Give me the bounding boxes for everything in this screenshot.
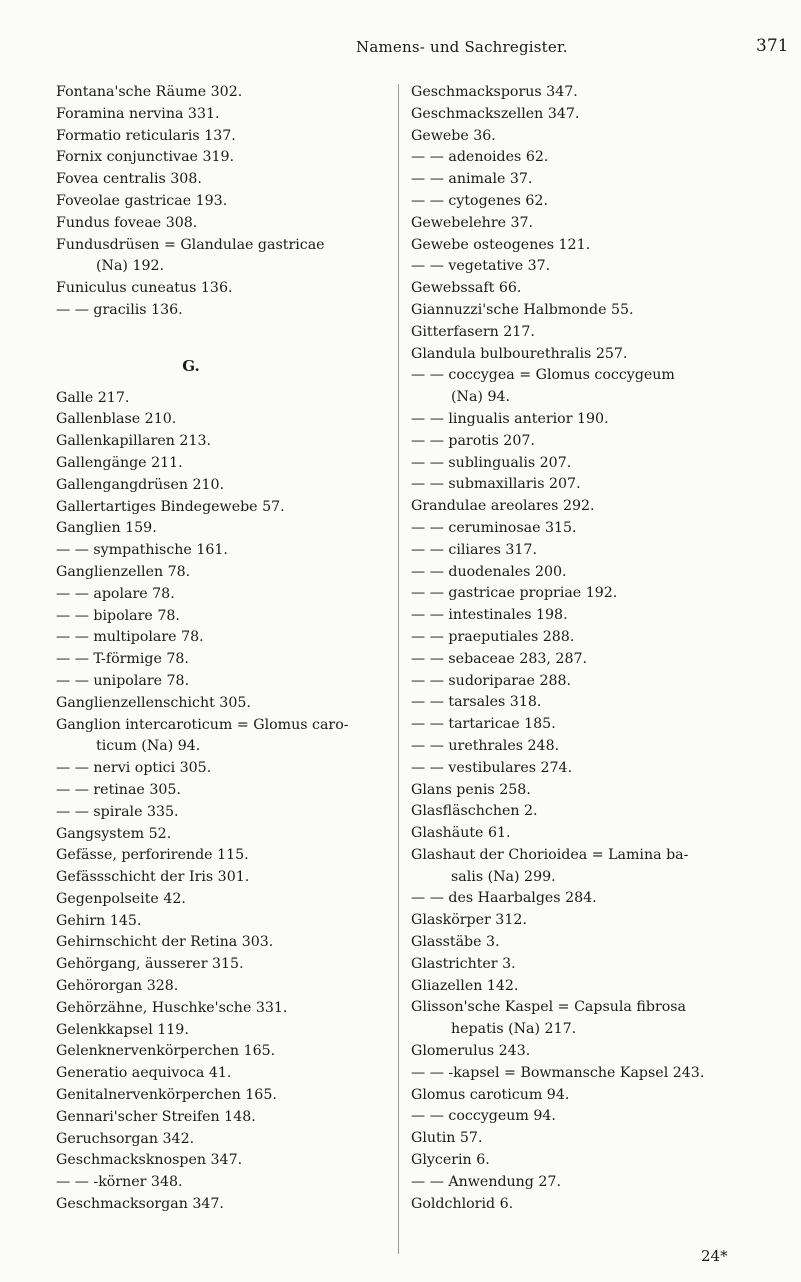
index-entry: — — retinae 305. xyxy=(56,781,181,798)
index-entry: — — T-förmige 78. xyxy=(56,651,189,668)
index-entry: Funiculus cuneatus 136. xyxy=(56,280,233,297)
index-entry: — — gracilis 136. xyxy=(56,301,183,318)
index-entry: Geschmacksknospen 347. xyxy=(56,1152,243,1169)
index-entry: Gehirn 145. xyxy=(56,912,142,929)
index-entry: Glashäute 61. xyxy=(411,825,511,842)
page-number: 371 xyxy=(756,36,789,56)
index-entry: — — nervi optici 305. xyxy=(56,760,212,777)
index-entry: — — sebaceae 283, 287. xyxy=(411,650,588,667)
index-entry: — — duodenales 200. xyxy=(411,563,567,580)
page-header xyxy=(0,38,801,62)
index-entry: Geschmacksporus 347. xyxy=(411,84,578,100)
index-entry: — — lingualis anterior 190. xyxy=(411,410,609,427)
index-entry: Ganglienzellen 78. xyxy=(56,563,191,580)
index-entry: Ganglienzellenschicht 305. xyxy=(56,694,251,711)
index-entry: Generatio aequivoca 41. xyxy=(56,1065,232,1082)
index-entry: — — apolare 78. xyxy=(56,585,175,602)
index-entry: — — submaxillaris 207. xyxy=(411,476,581,493)
index-entry: Gliazellen 142. xyxy=(411,977,519,994)
index-entry: — — urethrales 248. xyxy=(411,737,560,754)
index-entry: Gewebssaft 66. xyxy=(411,280,522,297)
index-entry: — — sympathische 161. xyxy=(56,542,228,559)
index-entry: — — tarsales 318. xyxy=(411,694,542,711)
index-entry: Foveolae gastricae 193. xyxy=(56,192,228,209)
index-entry: salis (Na) 299. xyxy=(451,868,556,885)
index-entry: Gangsystem 52. xyxy=(56,825,172,842)
index-entry: — — vegetative 37. xyxy=(411,258,551,275)
index-entry: — — vestibulares 274. xyxy=(411,759,573,776)
index-entry: (Na) 192. xyxy=(96,258,165,275)
index-entry: — — Anwendung 27. xyxy=(411,1173,561,1190)
column-divider xyxy=(398,84,399,1254)
index-entry: Gallenkapillaren 213. xyxy=(56,433,212,450)
index-entry: Glisson'sche Kaspel = Capsula fibrosa xyxy=(411,999,687,1016)
index-entry: Gelenknervenkörperchen 165. xyxy=(56,1043,276,1060)
index-entry: Gegenpolseite 42. xyxy=(56,890,186,907)
index-entry: Geschmackszellen 347. xyxy=(411,105,580,122)
index-entry: ticum (Na) 94. xyxy=(96,738,201,755)
index-entry: Gehirnschicht der Retina 303. xyxy=(56,934,274,951)
index-entry: Goldchlorid 6. xyxy=(411,1195,514,1212)
index-entry: Glomerulus 243. xyxy=(411,1043,531,1060)
running-title: Namens- und Sachregister. xyxy=(356,38,568,56)
index-entry: Gewebe osteogenes 121. xyxy=(411,236,591,253)
index-entry: hepatis (Na) 217. xyxy=(451,1021,577,1038)
index-entry: Glomus caroticum 94. xyxy=(411,1086,570,1103)
index-entry: Glandula bulbourethralis 257. xyxy=(411,345,628,362)
index-entry: Glutin 57. xyxy=(411,1130,483,1147)
index-entry: Fundusdrüsen = Glandulae gastricae xyxy=(56,236,325,253)
index-entry: Geruchsorgan 342. xyxy=(56,1130,195,1147)
index-entry: Foramina nervina 331. xyxy=(56,105,220,122)
index-entry: Fornix conjunctivae 319. xyxy=(56,149,235,166)
index-entry: Fovea centralis 308. xyxy=(56,171,202,188)
index-entry: Gehörzähne, Huschke'sche 331. xyxy=(56,999,288,1016)
index-entry: Glycerin 6. xyxy=(411,1152,490,1169)
index-entry: — — gastricae propriae 192. xyxy=(411,585,618,602)
index-entry: Gefässschicht der Iris 301. xyxy=(56,869,250,886)
index-entry: — — des Haarbalges 284. xyxy=(411,890,597,907)
index-entry: Gewebelehre 37. xyxy=(411,214,534,231)
index-entry: Gehörgang, äusserer 315. xyxy=(56,956,244,973)
index-entry: Gallengänge 211. xyxy=(56,454,183,471)
index-entry: Glaskörper 312. xyxy=(411,912,527,929)
index-entry: — — coccygea = Glomus coccygeum xyxy=(411,367,675,384)
index-column-left xyxy=(56,82,396,1216)
index-entry: Gennari'scher Streifen 148. xyxy=(56,1108,256,1125)
index-entry: — — bipolare 78. xyxy=(56,607,180,624)
index-entry: Fontana'sche Räume 302. xyxy=(56,84,243,100)
index-entry: Gallengangdrüsen 210. xyxy=(56,476,225,493)
index-entry: Glastrichter 3. xyxy=(411,955,516,972)
index-entry: Glans penis 258. xyxy=(411,781,531,798)
index-entry: — — intestinales 198. xyxy=(411,607,568,624)
index-entry: Ganglien 159. xyxy=(56,520,157,537)
index-entry: — — -kapsel = Bowmansche Kapsel 243. xyxy=(411,1064,705,1081)
index-entry: Ganglion intercaroticum = Glomus caro- xyxy=(56,716,349,733)
index-entry: Gewebe 36. xyxy=(411,127,496,144)
index-entry: Formatio reticularis 137. xyxy=(56,127,236,144)
index-entry: Gelenkkapsel 119. xyxy=(56,1021,189,1038)
index-entry: — — adenoides 62. xyxy=(411,149,549,166)
index-entry: Glasfläschchen 2. xyxy=(411,803,538,820)
index-entry: — — ceruminosae 315. xyxy=(411,519,577,536)
index-entry: Grandulae areolares 292. xyxy=(411,498,595,515)
index-column-right xyxy=(411,82,761,1215)
index-entry: Galle 217. xyxy=(56,389,130,406)
index-entry: — — tartaricae 185. xyxy=(411,716,556,733)
signature-mark: 24* xyxy=(701,1247,728,1265)
index-entry: Gallenblase 210. xyxy=(56,411,177,428)
index-entry: — — spirale 335. xyxy=(56,803,179,820)
index-entry: — — parotis 207. xyxy=(411,432,535,449)
index-entry: — — ciliares 317. xyxy=(411,541,537,558)
index-entry: — — multipolare 78. xyxy=(56,629,204,646)
index-entry: Fundus foveae 308. xyxy=(56,214,198,231)
index-entry: — — coccygeum 94. xyxy=(411,1108,556,1125)
index-entry: — — praeputiales 288. xyxy=(411,628,575,645)
index-entry: — — sublingualis 207. xyxy=(411,454,572,471)
index-entry: Gehörorgan 328. xyxy=(56,978,179,995)
index-entry: — — unipolare 78. xyxy=(56,672,190,689)
index-entry: Genitalnervenkörperchen 165. xyxy=(56,1087,277,1104)
index-entry: Glashaut der Chorioidea = Lamina ba- xyxy=(411,846,689,863)
index-entry: Gallertartiges Bindegewebe 57. xyxy=(56,498,285,515)
index-entry: Glasstäbe 3. xyxy=(411,934,500,951)
index-entry: Gefässe, perforirende 115. xyxy=(56,847,249,864)
index-entry: — — -körner 348. xyxy=(56,1174,183,1191)
index-entry: (Na) 94. xyxy=(451,389,511,406)
index-entry: Giannuzzi'sche Halbmonde 55. xyxy=(411,301,634,318)
index-entry: — — animale 37. xyxy=(411,171,533,188)
index-entry: — — cytogenes 62. xyxy=(411,192,548,209)
index-entry: Gitterfasern 217. xyxy=(411,323,535,340)
section-letter-heading: G. xyxy=(182,356,200,375)
index-entry: — — sudoriparae 288. xyxy=(411,672,572,689)
index-entry: Geschmacksorgan 347. xyxy=(56,1196,224,1213)
